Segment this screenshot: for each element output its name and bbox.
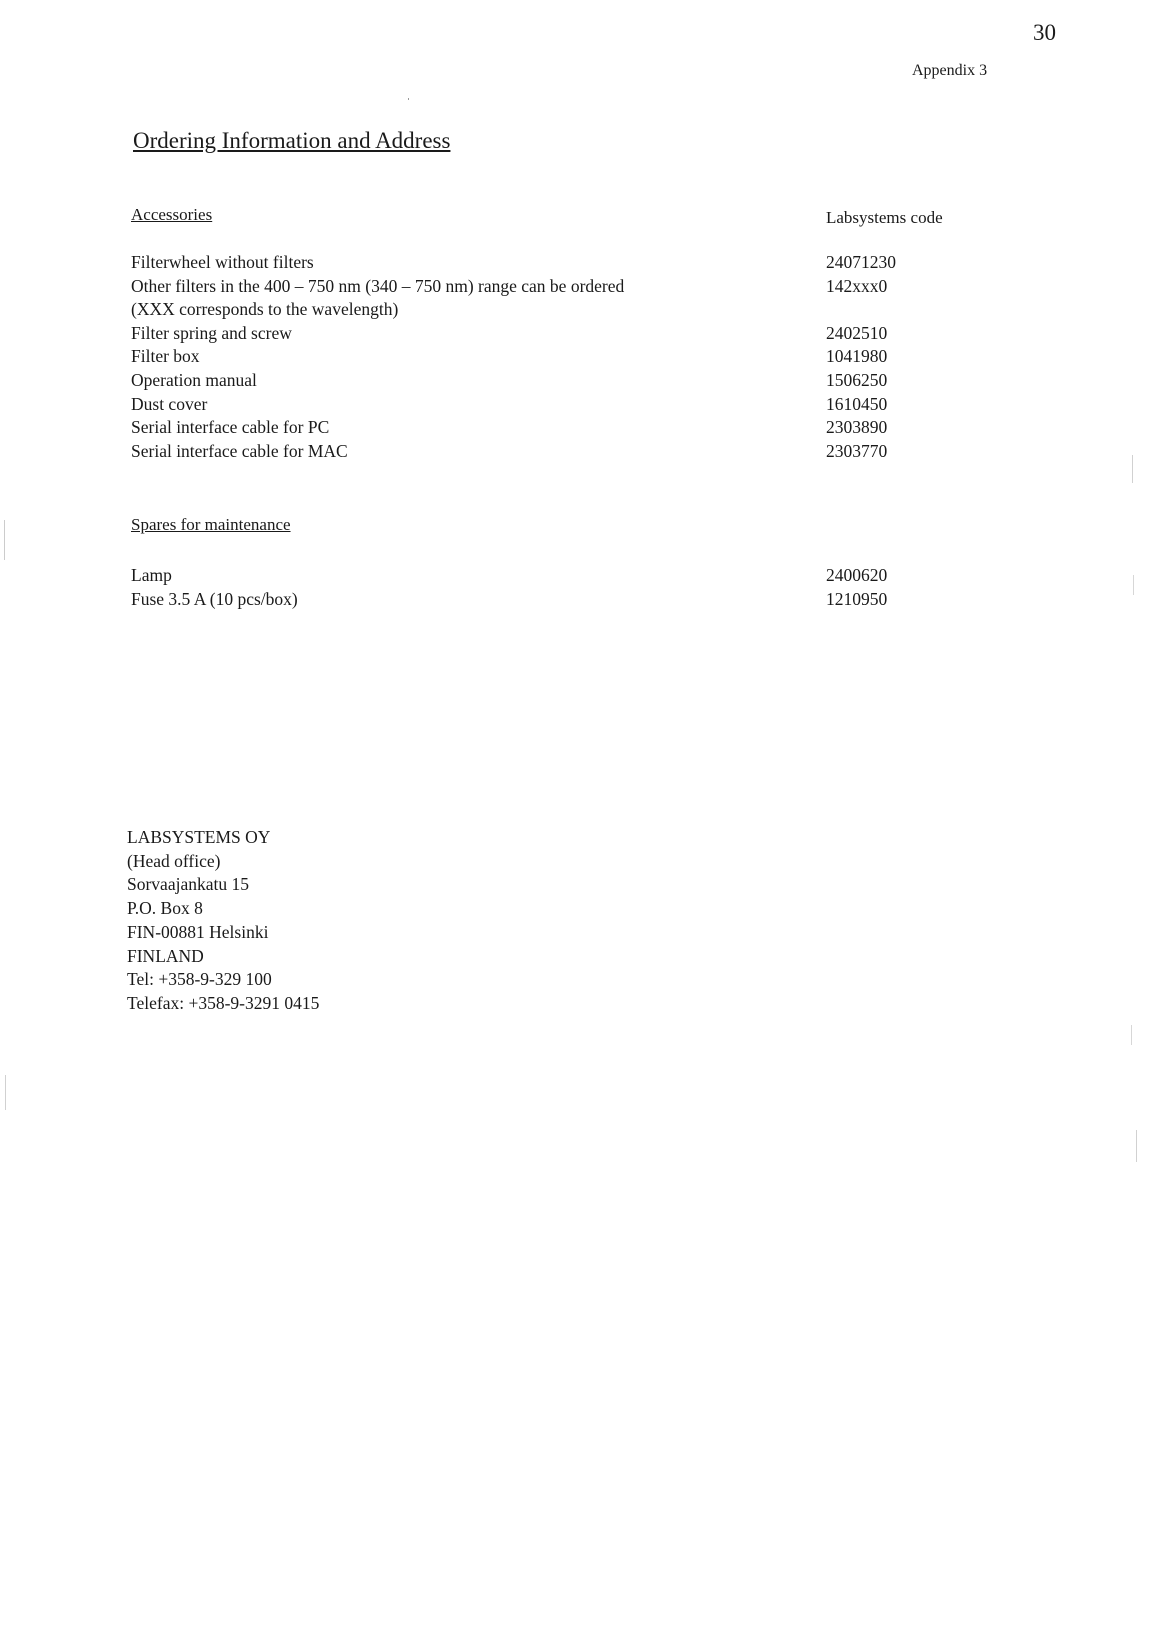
scan-mark (4, 520, 5, 560)
item-code: 2303770 (826, 440, 888, 461)
scan-mark (1132, 455, 1133, 483)
list-item (131, 275, 991, 299)
item-description: Serial interface cable for MAC (131, 440, 348, 461)
address-line: (Head office) (127, 850, 221, 871)
item-description: Fuse 3.5 A (10 pcs/box) (131, 588, 298, 609)
address-line: FINLAND (127, 945, 204, 966)
item-description: (XXX corresponds to the wavelength) (131, 299, 399, 320)
item-code: 1506250 (826, 369, 888, 390)
address-line: FIN-00881 Helsinki (127, 921, 269, 942)
code-column-heading: Labsystems code (826, 208, 943, 227)
item-description: Filter box (131, 346, 200, 367)
accessories-heading: Accessories (131, 205, 213, 224)
list-item (131, 440, 991, 464)
scan-mark (5, 1075, 6, 1110)
item-code: 2303890 (826, 417, 888, 438)
list-item (131, 345, 991, 369)
list-item (131, 588, 991, 612)
list-item (131, 251, 991, 275)
address-line: Sorvaajankatu 15 (127, 874, 249, 895)
spares-list (131, 564, 991, 611)
list-item (131, 564, 991, 588)
appendix-label: Appendix 3 (912, 62, 988, 79)
scan-mark (408, 98, 409, 100)
address-line: P.O. Box 8 (127, 898, 203, 919)
item-code: 1610450 (826, 393, 888, 414)
scan-mark (1133, 575, 1134, 595)
item-description: Serial interface cable for PC (131, 417, 330, 438)
page-title: Ordering Information and Address (133, 128, 451, 153)
telephone: Tel: +358-9-329 100 (127, 969, 272, 990)
list-item (131, 393, 991, 417)
scan-mark (1131, 1025, 1132, 1045)
item-description: Operation manual (131, 369, 257, 390)
list-item (131, 322, 991, 346)
company-address (127, 826, 319, 1016)
page-number: 30 (1033, 20, 1056, 45)
accessories-list (131, 251, 991, 463)
item-code: 24071230 (826, 252, 896, 272)
list-item (131, 416, 991, 440)
item-code: 2402510 (826, 322, 888, 343)
item-description: Filter spring and screw (131, 322, 292, 343)
list-item (131, 298, 991, 322)
item-description: Lamp (131, 565, 172, 585)
item-code: 142xxx0 (826, 275, 888, 296)
item-code: 1041980 (826, 346, 888, 367)
spares-heading: Spares for maintenance (131, 515, 291, 534)
scan-mark (1136, 1130, 1137, 1162)
item-description: Other filters in the 400 – 750 nm (340 – 750 nm) range can be ordered (131, 275, 625, 296)
company-name: LABSYSTEMS OY (127, 827, 271, 847)
item-description: Filterwheel without filters (131, 252, 314, 272)
item-code: 1210950 (826, 588, 888, 609)
list-item (131, 369, 991, 393)
item-description: Dust cover (131, 393, 208, 414)
telefax: Telefax: +358-9-3291 0415 (127, 992, 320, 1013)
item-code: 2400620 (826, 565, 888, 585)
